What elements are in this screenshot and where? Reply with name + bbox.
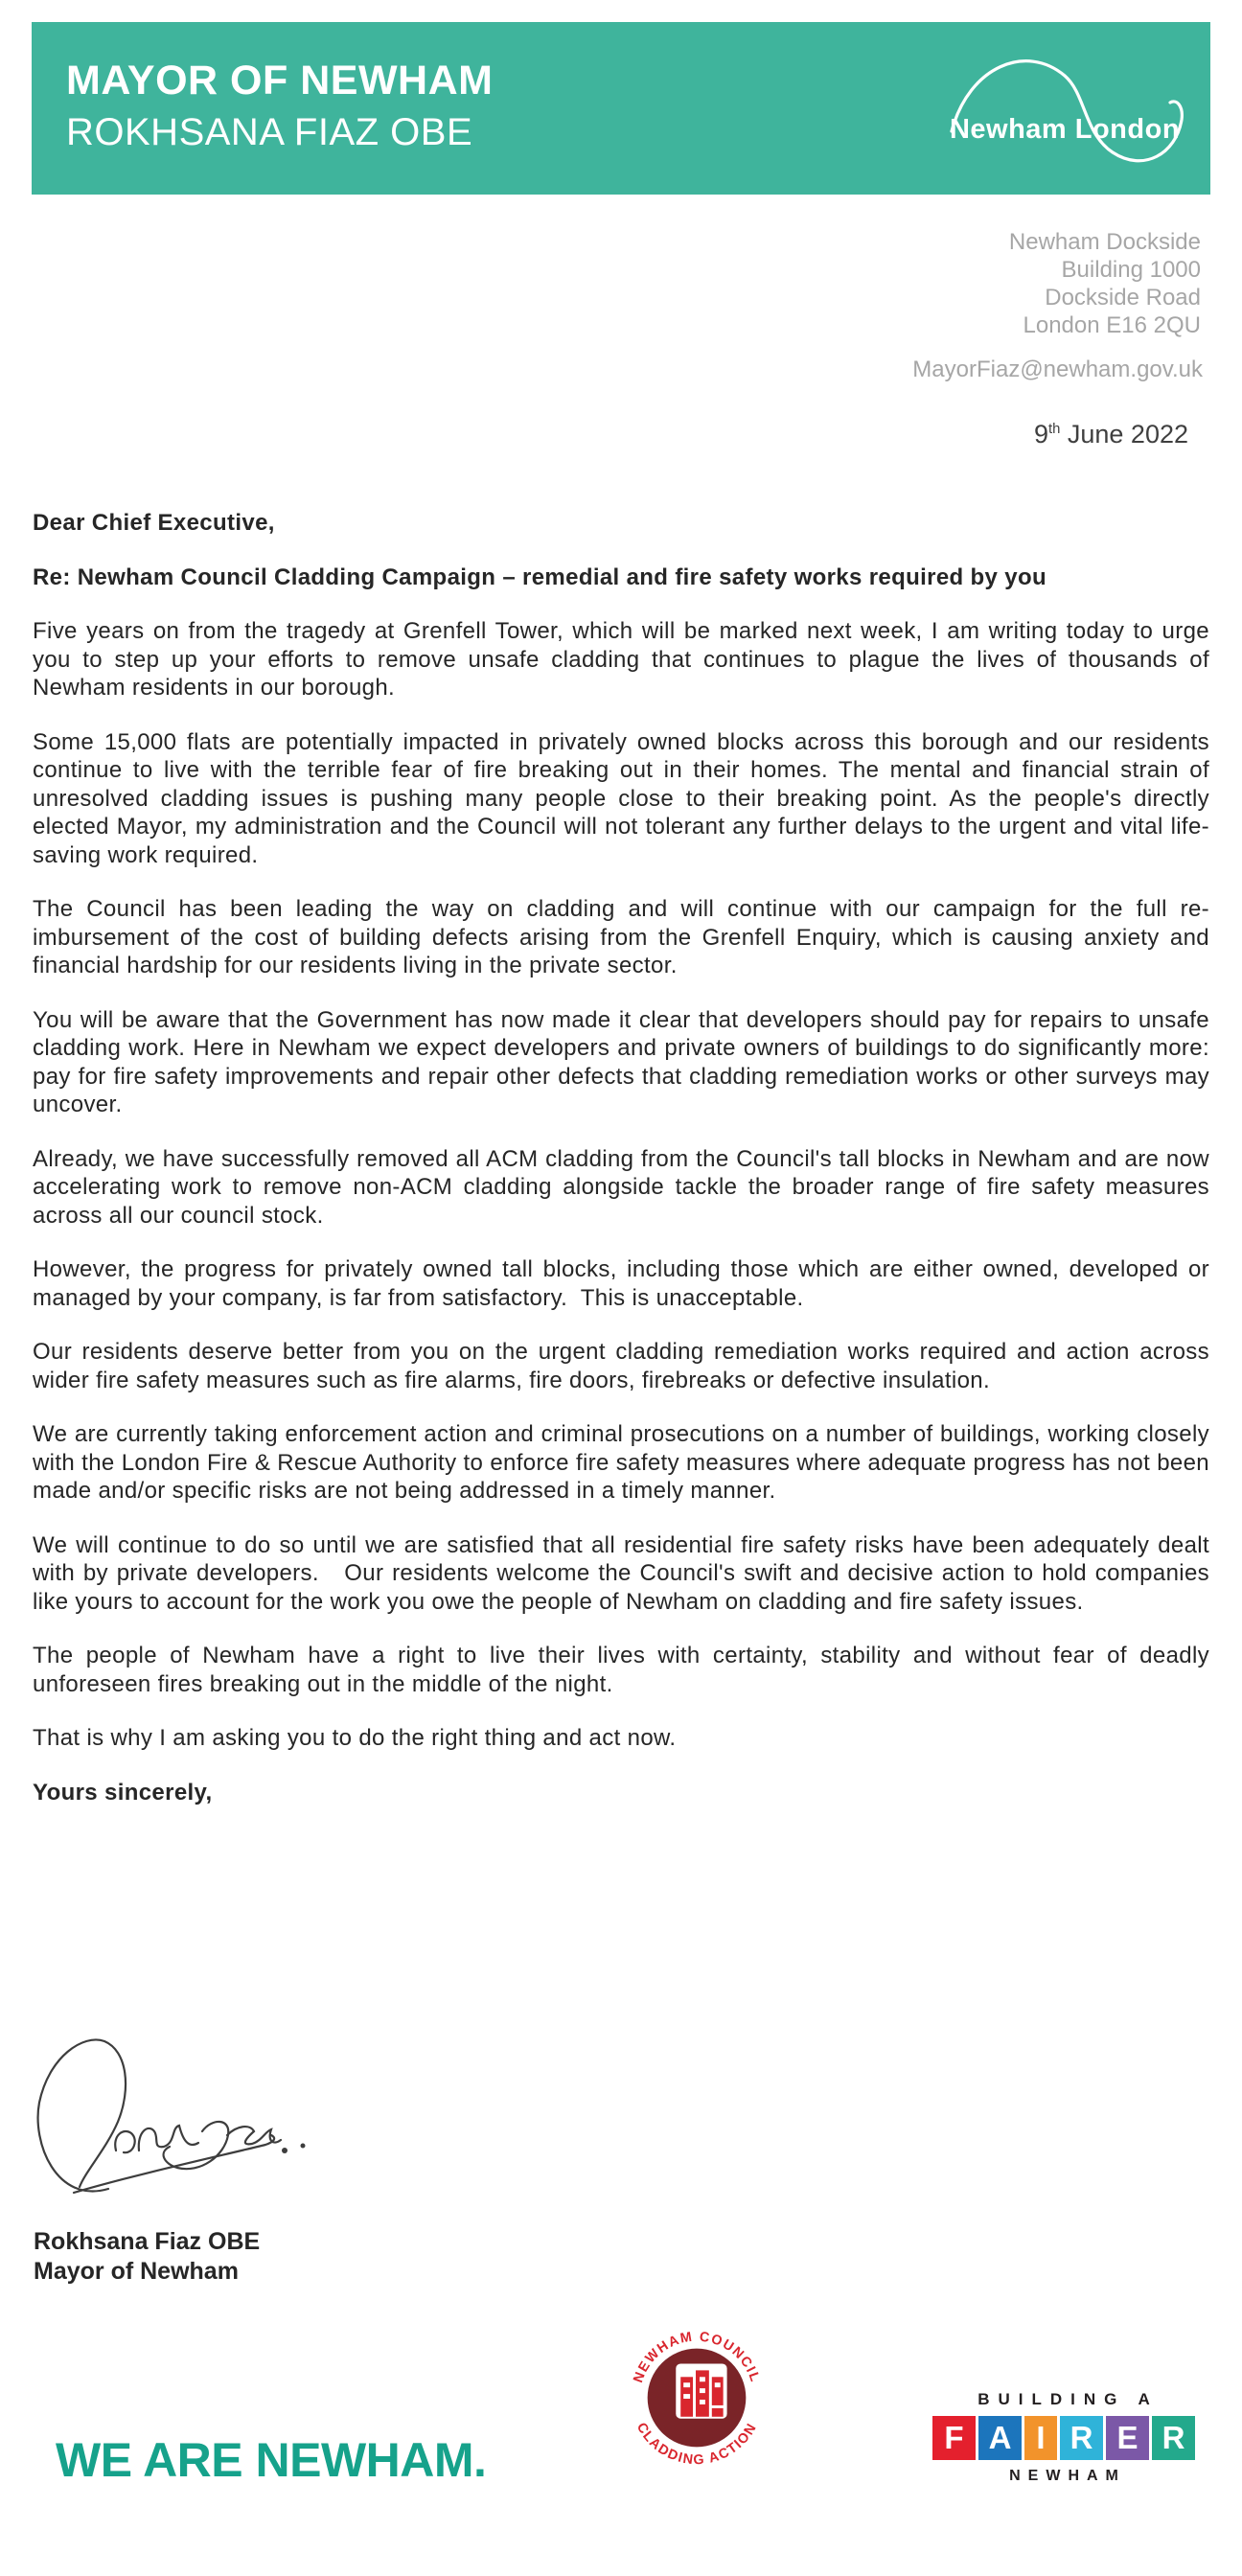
signatory-name: Rokhsana Fiaz OBE: [34, 2228, 261, 2255]
cladding-action-stamp-icon: [621, 2319, 772, 2480]
date-rest: June 2022: [1060, 420, 1188, 448]
address-line: London E16 2QU: [1023, 312, 1201, 338]
letter-paragraph: Our residents deserve better from you on the urgent cladding remediation works required and action across wider fire safety measures such as fire alarms, fire doors, firebreaks or defective insulation.: [33, 1339, 1209, 1393]
letter-paragraph: The people of Newham have a right to live their lives with certainty, stability and without fear of deadly unforeseen fires breaking out in the middle of the night.: [33, 1643, 1209, 1697]
address-line: Building 1000: [1061, 257, 1201, 283]
letter-paragraph: Five years on from the tragedy at Grenfell Tower, which will be marked next week, I am writing today to urge you to step up your efforts to remove unsafe cladding that continues to plague the lives of thousands of Newham residents in our borough.: [33, 618, 1209, 701]
sender-address: [1009, 228, 1201, 339]
banner-text: [66, 58, 493, 153]
address-line: Dockside Road: [1045, 285, 1201, 310]
salutation: Dear Chief Executive,: [33, 510, 275, 536]
letter-paragraph: That is why I am asking you to do the right thing and act now.: [33, 1725, 677, 1751]
stamp-bottom-text: CLADDING ACTION: [632, 2420, 761, 2469]
fairer-logo-tiles: [920, 2416, 1208, 2460]
header-banner: [32, 22, 1210, 195]
letter-paragraph: However, the progress for privately owned tall blocks, including those which are either owned, developed or managed by your company, is far from satisfactory. This is unacceptable.: [33, 1256, 1209, 1311]
signatory-block: [34, 2227, 260, 2287]
fairer-logo-bottom-text: NEWHAM: [1009, 2468, 1126, 2484]
address-line: Newham Dockside: [1008, 229, 1201, 255]
signature-icon: [24, 2028, 321, 2205]
date-ordinal: th: [1047, 422, 1061, 437]
banner-title: MAYOR OF NEWHAM: [66, 58, 494, 104]
letter-paragraph: We will continue to do so until we are satisfied that all residential fire safety risks have been adequately dealt with by private developers. Our residents welcome the Council's swift and decisive action to hold companies like yours to account for the work you owe the people of Newham on cladding and fire safety issues.: [33, 1531, 1209, 1615]
letter-paragraph: You will be aware that the Government has now made it clear that developers should pay for repairs to unsafe cladding work. Here in Newham we expect developers and private owners of buildings to do significantly more: pay for fire safety improvements and repair other defects that cladding remediation works or other surveys may uncover.: [33, 1006, 1209, 1117]
fairer-tile: E: [1106, 2416, 1149, 2460]
letter-paragraph: We are currently taking enforcement action and criminal prosecutions on a number of buildings, working closely with the London Fire & Rescue Authority to enforce fire safety measures where adequate progress has not been made and/or specific risks are not being addressed in a timely manner.: [33, 1421, 1209, 1504]
fairer-tile: A: [978, 2416, 1022, 2460]
letter-body: [33, 509, 1209, 1832]
closing: Yours sincerely,: [33, 1779, 213, 1806]
fairer-logo-top-text: BUILDING A: [978, 2390, 1159, 2408]
fairer-tile: R: [1152, 2416, 1195, 2460]
slogan: WE ARE NEWHAM.: [56, 2433, 487, 2487]
date-day: 9: [1033, 420, 1048, 448]
signatory-title: Mayor of Newham: [34, 2258, 239, 2285]
sender-email: MayorFiaz@newham.gov.uk: [912, 356, 1203, 382]
fairer-newham-logo: [920, 2390, 1208, 2485]
fairer-tile: R: [1060, 2416, 1103, 2460]
letter-paragraph: The Council has been leading the way on cladding and will continue with our campaign for the full re-imbursement of the cost of building defects arising from the Grenfell Enquiry, which is causing anxiety and financial hardship for our residents living in the private sector.: [33, 896, 1209, 978]
letter-paragraph: Some 15,000 flats are potentially impacted in privately owned blocks across this borough and our residents continue to live with the terrible fear of fire breaking out in their homes. The mental and financial strain of unresolved cladding issues is pushing many people close to their breaking point. As the people's directly elected Mayor, my administration and the Council will not tolerant any further delays to the urgent and vital life-saving work required.: [33, 728, 1209, 868]
fairer-tile: I: [1024, 2416, 1057, 2460]
newham-london-logo-icon: [940, 39, 1189, 177]
fairer-tile: F: [932, 2416, 976, 2460]
banner-subtitle: ROKHSANA FIAZ OBE: [66, 111, 473, 154]
subject-line: Re: Newham Council Cladding Campaign – remedial and fire safety works required by you: [33, 564, 1046, 590]
newham-london-logo-text: Newham London: [949, 114, 1181, 145]
letter-paragraph: Already, we have successfully removed all ACM cladding from the Council's tall blocks in Newham and are now accelerating work to remove non-ACM cladding alongside tackle the broader range of fire safety measures across all our council stock.: [33, 1145, 1209, 1229]
letter-date: [1034, 420, 1188, 449]
stamp-top-text: NEWHAM COUNCIL: [631, 2329, 763, 2385]
